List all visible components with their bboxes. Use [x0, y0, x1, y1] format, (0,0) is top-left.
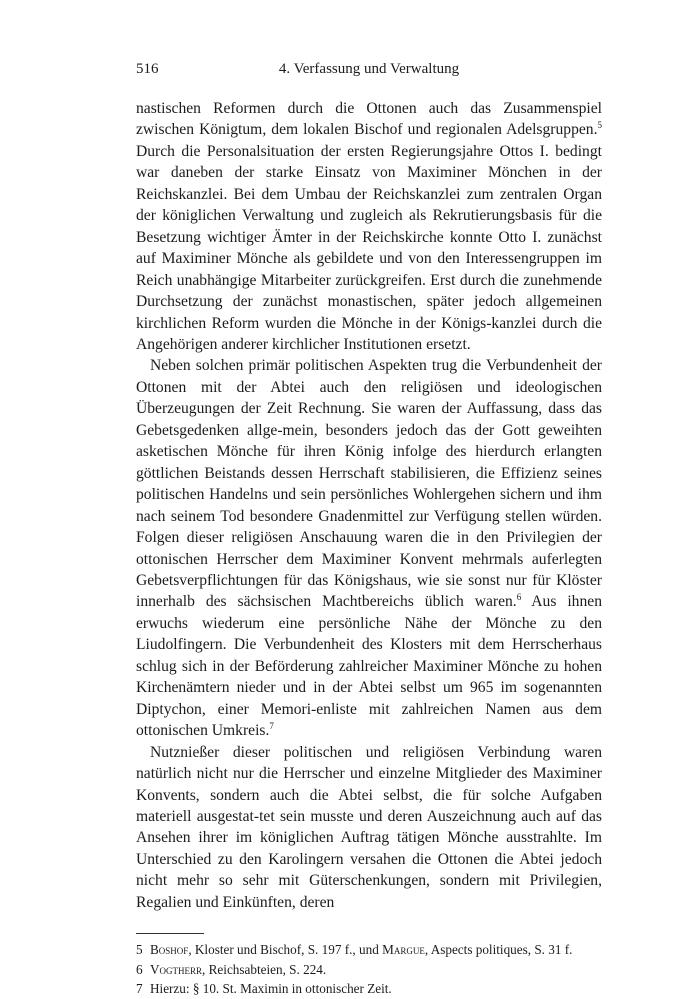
running-title: 4. Verfassung und Verwaltung [278, 61, 460, 77]
footnote-number: 5 [136, 942, 143, 958]
footnotes [136, 940, 602, 999]
body-paragraph [136, 742, 602, 914]
author-name: Margue [382, 942, 425, 958]
footnote-reference: 5 [597, 120, 602, 131]
text-run: , Reichsabteien, S. 224. [202, 961, 327, 977]
book-page [136, 58, 602, 999]
text-run: Durch die Personalsituation der ersten Regierungsjahre Ottos I. bedingt war daneben der starke Einsatz von Maximiner Mönchen in der Reichskanzlei. Bei dem Umbau der Reichskanzlei zum zentralen Organ der königlichen Verwaltung und zugleich als Rekrutierungsbasis für die Besetzung wichtiger Ämter in der Reichskirche konnte Otto I. zunächst auf Maximiner Mönche als gebildete und von den Interessengruppen im Reich unabhängige Mitarbeiter zurückgreifen. Erst durch die zunehmende Durchsetzung der zunächst monastischen, später jedoch allgemeinen kirchlichen Reform wurden die Mönche in der Königs-kanzlei durch die Angehörigen anderer kirchlicher Institutionen ersetzt. [136, 142, 602, 353]
text-run: Hierzu: § 10. St. Maximin in ottonischer Zeit. [150, 981, 392, 997]
footnote-number: 6 [136, 961, 143, 977]
body-paragraph [136, 355, 602, 741]
footnote-reference: 7 [269, 721, 274, 732]
footnote [136, 940, 602, 960]
text-run: , Kloster und Bischof, S. 197 f., und [188, 942, 383, 958]
footnote-number: 7 [136, 981, 143, 997]
text-run: , Aspects politiques, S. 31 f. [424, 942, 573, 958]
text-run: Neben solchen primär politischen Aspekten trug die Verbundenheit der Ottonen mit der Abtei auch den religiösen und ideologischen Überzeugungen der Zeit Rechnung. Sie waren der Auffassung, dass das Gebetsgedenken allge-mein, besonders jedoch das der Gott geweihten asketischen Mönche für ihren König infolge des hierdurch erlangten göttlichen Beistands dessen Herrschaft stabilisieren, die Effizienz seines politischen Handelns und sein persönliches Wohlergehen sichern und ihm nach seinem Tod besondere Gnadenmittel zur Verfügung stellen würden. Folgen dieser religiösen Anschauung waren die in den Privilegien der ottonischen Herrscher dem Maximiner Konvent mehrmals auferlegten Gebetsverpflichtungen für das Königshaus, wie sie sonst nur für Klöster innerhalb des sächsischen Machtbereichs üblich waren. [136, 357, 602, 611]
footnote [136, 979, 602, 999]
text-run: nastischen Reformen durch die Ottonen auch das Zusammenspiel zwischen Königtum, dem lokalen Bischof und regionalen Adelsgruppen. [136, 100, 602, 139]
footnote-text [150, 960, 326, 980]
page-number: 516 [136, 61, 159, 77]
body-text [136, 98, 602, 913]
footnote-reference: 6 [516, 592, 522, 603]
author-name: Vogtherr [150, 961, 203, 977]
author-name: Boshof [150, 942, 189, 958]
body-paragraph [136, 98, 602, 355]
footnote-text [150, 940, 572, 960]
text-run: Nutznießer dieser politischen und religiösen Verbindung waren natürlich nicht nur die Herrscher und einzelne Mitglieder des Maximiner Konvents, sondern auch die Abtei selbst, die für solche Aufgaben materiell ausgestat-tet sein musste und deren Auszeichnung auch auf das Ansehen ihrer im königlichen Auftrag tätigen Mönche ausstrahlte. Im Unterschied zu den Karolingern versahen die Ottonen die Abtei jedoch nicht mehr so sehr mit Güterschenkungen, sondern mit Privilegien, Regalien und Einkünften, deren [136, 743, 602, 911]
footnote [136, 960, 602, 980]
footnote-rule [136, 933, 204, 934]
running-head [136, 58, 602, 80]
footnote-text [150, 979, 392, 999]
text-run: Aus ihnen erwuchs wiederum eine persönliche Nähe der Mönche zu den Liudolfingern. Die Verbundenheit des Klosters mit dem Herrscherhaus schlug sich in der Beförderung zahlreicher Maximiner Mönche zu hohen Kirchenämtern nieder und in der Abtei selbst um 965 im sogenannten Diptychon, einer Memori-enliste mit zahlreichen Namen aus dem ottonischen Umkreis. [136, 593, 602, 740]
